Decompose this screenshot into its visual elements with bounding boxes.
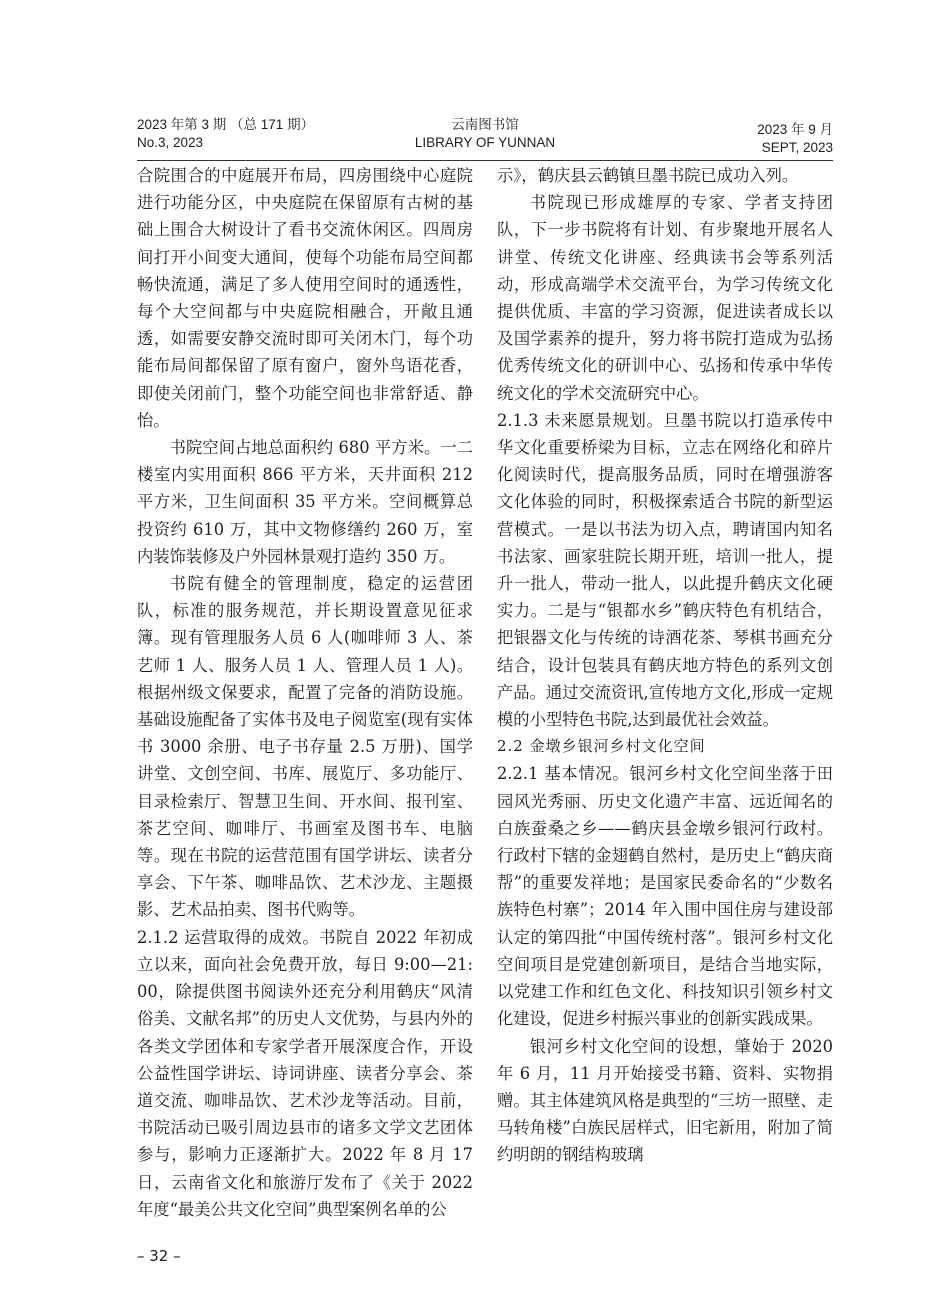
paragraph: 2.1.3 未来愿景规划。旦墨书院以打造承传中华文化重要桥梁为目标，立志在网络化和碎片化阅读时代，提高服务品质，同时在增强游客文化体验的同时，积极探索适合书院的新型运营模式。一是以书法为切入点，聘请国内知名书法家、画家驻院长期开班，培训一批人，提升一批人，带动一批人，以此提升鹤庆文化硬实力。二是与“银都水乡”鹤庆特色有机结合，把银器文化与传统的诗酒花茶、琴棋书画充分结合，设计包装具有鹤庆地方特色的系列文创产品。通过交流资讯,宣传地方文化,形成一定规模的小型特色书院,达到最优社会效益。	[497, 410, 833, 730]
paragraph: 2.1.2 运营取得的成效。书院自 2022 年初成立以来，面向社会免费开放，每日 9:00—21:00，除提供图书阅读外还充分利用鹤庆“风清俗美、文献名邦”的历史人文优势，与县内外的各类文学团体和专家学者开展深度合作，开设公益性国学讲坛、诗词讲座、读者分享会、茶道交流、咖啡品饮、艺术沙龙等活动。目前，书院活动已吸引周边县市的诸多文学文艺团体参与，影响力正逐渐扩大。2022 年 8 月 17 日，云南省文化和旅游厅发布了《关于 2022 年度“最美公共文化空间”典型案例名单的公	[137, 927, 473, 1219]
date-cn: 2023 年 9 月	[757, 122, 833, 137]
journal-en: LIBRARY OF YUNNAN	[414, 135, 556, 150]
right-column	[497, 162, 833, 1169]
page-number: – 32 –	[137, 1247, 181, 1265]
issue-en: No.3, 2023	[137, 135, 204, 150]
issue-cn: 2023 年第 3 期 （总 171 期）	[137, 117, 315, 132]
section-heading: 2.2 金墩乡银河乡村文化空间	[497, 737, 706, 756]
header-journal	[137, 116, 833, 152]
paragraph: 书院现已形成雄厚的专家、学者支持团队，下一步书院将有计划、有步聚地开展名人讲堂、传统文化讲座、经典读书会等系列活动，形成高端学术交流平台，为学习传统文化提供优质、丰富的学习资源，促进读者成长以及国学素养的提升，努力将书院打造成为弘扬优秀传统文化的研训中心、弘扬和传承中华传统文化的学术交流研究中心。	[497, 193, 833, 403]
paragraph: 合院围合的中庭展开布局，四房围绕中心庭院进行功能分区，中央庭院在保留原有古树的基础上围合大树设计了看书交流休闲区。四周房间打开小间变大通间，使每个功能布局空间都畅快流通，满足了多人使用空间时的通透性，每个大空间都与中央庭院相融合，开敞且通透，如需要安静交流时即可关闭木门，每个功能布局间都保留了原有窗户，窗外鸟语花香，即使关闭前门，整个功能空间也非常舒适、静怡。	[137, 166, 473, 430]
header-rule	[137, 160, 833, 161]
paragraph: 银河乡村文化空间的设想，肇始于 2020 年 6 月，11 月开始接受书籍、资料、实物捐赠。其主体建筑风格是典型的“三坊一照壁、走马转角楼”白族民居样式，旧宅新用，附加了简约明朗的钢结构玻璃	[497, 1036, 833, 1165]
paragraph: 书院空间占地总面积约 680 平方米。一二楼室内实用面积 866 平方米，天井面积 212 平方米，卫生间面积 35 平方米。空间概算总投资约 610 万，其中文物修缮约 260 万，室内装饰装修及户外园林景观打造约 350 万。	[137, 438, 473, 566]
date-en: SEPT, 2023	[761, 140, 833, 155]
left-column	[137, 162, 473, 1223]
journal-cn: 云南图书馆	[451, 117, 519, 132]
header-date	[757, 121, 833, 157]
paragraph: 书院有健全的管理制度，稳定的运营团队，标准的服务规范，并长期设置意见征求簿。现有管理服务人员 6 人(咖啡师 3 人、茶艺师 1 人、服务人员 1 人、管理人员 1 人)。根据州级文保要求，配置了完备的消防设施。基础设施配备了实体书及电子阅览室(现有实体书 3000 余册、电子书存量 2.5 万册)、国学讲堂、文创空间、书库、展览厅、多功能厅、目录检索厅、智慧卫生间、开水间、报刊室、茶艺空间、咖啡厅、书画室及图书车、电脑等。现在书院的运营范围有国学讲坛、读者分享会、下午茶、咖啡品饮、艺术沙龙、主题摄影、艺术品拍卖、图书代购等。	[137, 574, 473, 920]
paragraph: 2.2.1 基本情况。银河乡村文化空间坐落于田园风光秀丽、历史文化遗产丰富、远近闻名的白族蚕桑之乡——鹤庆县金墩乡银河行政村。行政村下辖的金翅鹤自然村，是历史上“鹤庆商帮”的重要发祥地；是国家民委命名的“少数名族特色村寨”；2014 年入围中国住房与建设部认定的第四批“中国传统村落”。银河乡村文化空间项目是党建创新项目，是结合当地实际，以党建工作和红色文化、科技知识引领乡村文化建设，促进乡村振兴事业的创新实践成果。	[497, 764, 833, 1029]
paragraph: 示》，鹤庆县云鹤镇旦墨书院已成功入列。	[497, 166, 799, 185]
page-header	[137, 116, 833, 158]
